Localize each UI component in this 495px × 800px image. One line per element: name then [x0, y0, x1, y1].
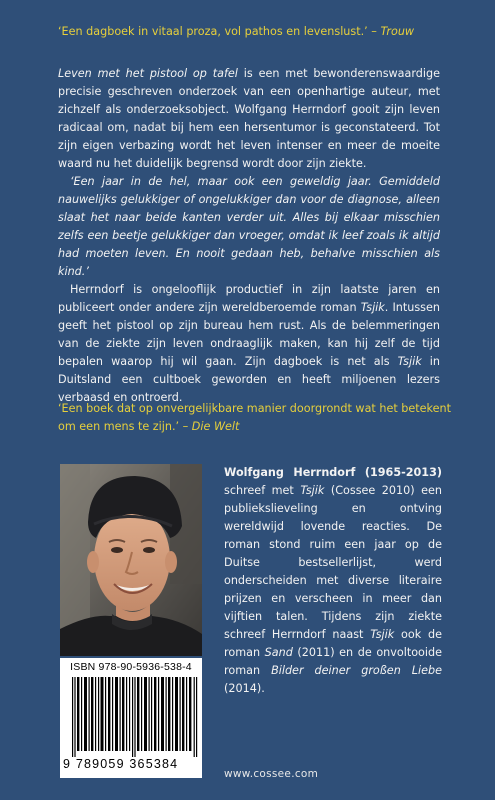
- quote-source: Die Welt: [191, 420, 240, 433]
- isbn-label: ISBN 978-90-5936-538-4: [70, 661, 192, 673]
- author-name: Wolfgang Herrndorf (1965-2013): [224, 466, 442, 479]
- review-quote-trouw: ‘Een dagboek in vitaal proza, vol pathos en levenslust.’ – Trouw: [58, 25, 415, 38]
- review-quote-die-welt: ‘Een boek dat op onvergelijkbare manier doorgrondt wat het betekent om een mens te zijn.’ – Die Welt: [58, 402, 451, 433]
- blurb-text: [58, 65, 440, 407]
- isbn-barcode: [60, 658, 202, 778]
- author-bio: Wolfgang Herrndorf (1965-2013) schreef met Tsjik (Cossee 2010) een publiekslieveling en ontving wereldwijd lovende reacties. De roman stond ruim een jaar op de Duitse bestsellerlijst, werd onderscheiden met diverse literaire prijzen en verscheen in meer dan vijftien talen. Tijdens zijn ziekte schreef Herrndorf naast Tsjik ook de roman Sand (2011) en de onvoltooide roman Bilder deiner großen Liebe (2014).: [224, 466, 442, 695]
- blurb-paragraph-3: Herrndorf is ongelooflijk productief in zijn laatste jaren en publiceert onder andere zijn wereldberoemde roman Tsjik. Intussen geeft het pistool op zijn bureau hem rust. Als de belemmeringen van de ziekte zijn leven ondraaglijk maken, kan hij zelf de tijd bepalen waarop hij wil gaan. Zijn dagboek is net als Tsjik in Duitsland een cultboek geworden en heeft miljoenen lezers verbaasd en ontroerd.: [58, 283, 440, 404]
- author-portrait-image: [60, 464, 202, 656]
- blurb-citation: ‘Een jaar in de hel, maar ook een geweldig jaar. Gemiddeld nauwelijks gelukkiger of ongelukkiger dan voor de diagnose, alleen slaat het naar beide kanten verder uit. Alles bij elkaar misschien zelfs een beetje gelukkiger dan vroeger, omdat ik leef zoals ik altijd had moeten leven. En nooit gedaan heb, behalve misschien als kind.’: [58, 175, 440, 278]
- barcode-digits: 9 789059 365384: [63, 757, 179, 771]
- quote-source: Trouw: [380, 25, 415, 38]
- author-photo: [60, 464, 202, 656]
- barcode-bars: [72, 677, 198, 757]
- publisher-website: www.cossee.com: [224, 768, 319, 780]
- book-title: Leven met het pistool op tafel: [58, 67, 238, 80]
- blurb-paragraph-1: Leven met het pistool op tafel is een met bewonderenswaardige precisie geschreven onderzoek van een openhartige auteur, met zichzelf als onderzoeksobject. Wolfgang Herrndorf gooit zijn leven radicaal om, nadat bij hem een hersentumor is geconstateerd. Tot zijn eigen verbazing wordt het leven intenser en meer de moeite waard nu het duidelijk begrensd wordt door zijn ziekte.: [58, 67, 440, 170]
